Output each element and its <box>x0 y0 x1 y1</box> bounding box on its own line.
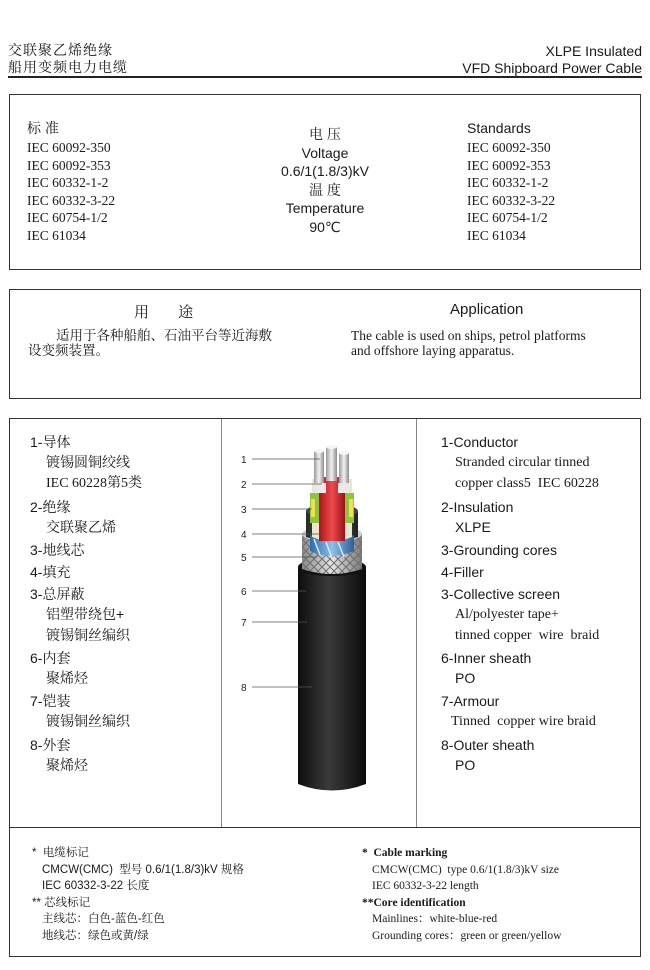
marking-en-line3: IEC 60332-3-22 length <box>372 880 479 892</box>
temperature-value: 90℃ <box>309 218 341 235</box>
marking-en-line2: CMCW(CMC) type 0.6/1(1.8/3)kV size <box>372 863 559 876</box>
construction-box <box>9 418 641 828</box>
layer-cn-2-desc: 交联聚乙烯 <box>46 519 116 535</box>
layer-en-5: 3-Collective screen <box>441 586 561 602</box>
standard-item: IEC 60092-350 <box>467 140 551 155</box>
layer-cn-1-desc2: IEC 60228第5类 <box>46 476 143 491</box>
standard-item: IEC 60754-1/2 <box>467 210 548 225</box>
layer-en-2-desc: XLPE <box>455 519 491 535</box>
callout-7: 7 <box>241 618 247 629</box>
header-title-en-line2: VFD Shipboard Power Cable <box>462 60 642 76</box>
layer-cn-5-desc1: 铝塑带绕包+ <box>46 606 125 622</box>
marking-cn-line3: IEC 60332-3-22 长度 <box>42 880 150 892</box>
marking-en-line6: Grounding cores：green or green/yellow <box>372 929 562 942</box>
standard-item: IEC 60332-3-22 <box>467 192 556 208</box>
callout-2: 2 <box>241 480 247 491</box>
layer-cn-8: 8-外套 <box>30 737 71 753</box>
temperature-cn: 温 度 <box>309 181 341 198</box>
application-title-cn: 用 途 <box>134 304 194 321</box>
header-title-cn-line1: 交联聚乙烯绝缘 <box>8 42 113 58</box>
layer-cn-5-desc2: 镀锡铜丝编织 <box>46 627 130 643</box>
layer-en-2: 2-Insulation <box>441 499 514 515</box>
marking-cn <box>32 845 244 944</box>
layer-en-5-desc2: tinned copper wire braid <box>455 628 600 643</box>
marking-cn-line5: 主线芯：白色-蓝色-红色 <box>42 913 165 925</box>
standards-en-block <box>467 119 555 244</box>
marking-box <box>9 827 641 957</box>
layers-cn <box>30 432 215 776</box>
header-rule <box>8 76 642 78</box>
divider-right <box>416 419 417 827</box>
layer-cn-6: 6-内套 <box>30 650 71 666</box>
temperature-en: Temperature <box>285 200 365 216</box>
application-text-en-line2: and offshore laying apparatus. <box>351 343 515 358</box>
layer-en-6: 6-Inner sheath <box>441 650 532 666</box>
layer-cn-6-desc: 聚烯烃 <box>46 670 88 686</box>
application-text-cn <box>28 328 272 358</box>
specs-box <box>9 94 641 270</box>
layer-en-8: 8-Outer sheath <box>441 737 535 753</box>
marking-en <box>362 845 561 944</box>
layers-en <box>441 432 637 776</box>
application-title-en: Application <box>450 301 524 318</box>
layer-cn-1: 1-导体 <box>30 434 71 450</box>
layer-en-1-desc2: copper class5 IEC 60228 <box>455 476 599 491</box>
standards-cn-title: 标 准 <box>27 120 59 136</box>
callout-3: 3 <box>241 505 247 516</box>
header-title-en-line1: XLPE Insulated <box>545 43 642 59</box>
application-text-en-line1: The cable is used on ships, petrol platforms <box>351 328 586 343</box>
layer-en-6-desc: PO <box>455 670 476 686</box>
layer-cn-7-desc: 镀锡铜丝编织 <box>46 713 130 729</box>
standard-item: IEC 60332-1-2 <box>467 175 549 190</box>
standard-item: IEC 60092-353 <box>27 157 111 173</box>
layer-cn-7: 7-铠装 <box>30 693 71 709</box>
layer-en-3: 3-Grounding cores <box>441 542 557 558</box>
layer-en-8-desc: PO <box>455 757 476 773</box>
standard-item: IEC 60332-1-2 <box>27 175 109 190</box>
marking-cn-line2: CMCW(CMC) 型号 0.6/1(1.8/3)kV 规格 <box>42 863 244 876</box>
standard-item: IEC 61034 <box>467 227 526 243</box>
standard-item: IEC 60092-353 <box>467 157 551 173</box>
layer-cn-1-desc1: 镀锡圆铜绞线 <box>46 454 130 470</box>
marking-en-title: * Cable marking <box>362 847 448 859</box>
callout-5: 5 <box>241 553 247 564</box>
layer-cn-5: 3-总屏蔽 <box>30 586 85 602</box>
voltage-en: Voltage <box>301 144 349 161</box>
marking-cn-title: * 电缆标记 <box>32 847 89 859</box>
marking-cn-title2: ** 芯线标记 <box>32 896 91 909</box>
standards-en-list <box>467 139 555 244</box>
callout-1: 1 <box>241 455 247 466</box>
header-title-cn-line2: 船用变频电力电缆 <box>8 59 128 75</box>
standard-item: IEC 61034 <box>27 227 86 243</box>
layer-en-7-desc: Tinned copper wire braid <box>451 714 596 729</box>
layer-en-1: 1-Conductor <box>441 434 519 450</box>
outer-sheath-shape <box>298 558 366 791</box>
standards-cn-block <box>27 119 115 244</box>
layer-en-7: 7-Armour <box>441 693 500 709</box>
callout-numbers <box>241 455 247 694</box>
standard-item: IEC 60092-350 <box>27 140 111 155</box>
standard-item: IEC 60332-3-22 <box>27 192 116 208</box>
callout-4: 4 <box>241 530 247 541</box>
voltage-value: 0.6/1(1.8/3)kV <box>281 163 369 179</box>
callout-8: 8 <box>241 683 247 694</box>
marking-en-line5: Mainlines：white-blue-red <box>372 913 498 925</box>
layer-en-1-desc1: Stranded circular tinned <box>455 455 590 470</box>
application-text-cn-line1: 适用于各种船舶、石油平台等近海敷 <box>56 328 272 343</box>
layer-en-4: 4-Filler <box>441 564 484 580</box>
application-text-en <box>351 328 586 358</box>
standards-cn-list <box>27 139 115 244</box>
cable-illustration <box>222 419 416 827</box>
callout-6: 6 <box>241 587 247 598</box>
standards-en-title: Standards <box>467 120 531 136</box>
layer-cn-8-desc: 聚烯烃 <box>46 757 88 773</box>
marking-en-title2: **Core identification <box>362 896 466 909</box>
application-text-cn-line2: 设变频装置。 <box>28 343 109 358</box>
marking-cn-line6: 地线芯：绿色或黄/绿 <box>42 929 149 942</box>
layer-en-5-desc1: Al/polyester tape+ <box>455 607 559 622</box>
voltage-cn: 电 压 <box>309 126 341 142</box>
layer-cn-2: 2-绝缘 <box>30 499 71 515</box>
voltage-temperature-block <box>240 125 410 236</box>
application-box <box>9 289 641 399</box>
header-title-cn <box>8 42 128 76</box>
layer-cn-3: 3-地线芯 <box>30 542 85 558</box>
standard-item: IEC 60754-1/2 <box>27 210 108 225</box>
layer-cn-4: 4-填充 <box>30 564 71 580</box>
header-title-en <box>462 43 642 77</box>
